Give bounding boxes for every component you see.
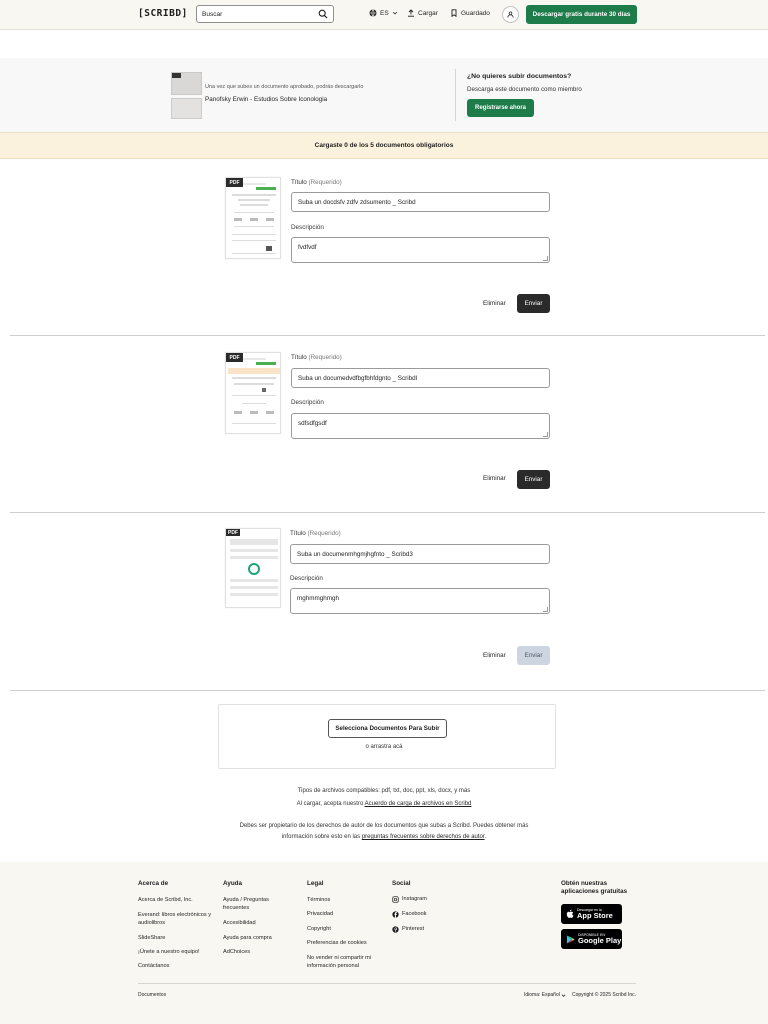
- apple-icon: [566, 909, 574, 919]
- title-input[interactable]: Suba un docdsfv zdfv zdsumento _ Scribd: [291, 192, 550, 212]
- footer-link[interactable]: Términos: [307, 897, 331, 903]
- footer-link[interactable]: No vender ni compartir mi información personal: [307, 955, 372, 969]
- footer-link[interactable]: Contáctanos: [138, 963, 170, 969]
- free-trial-button[interactable]: Descargar gratis durante 30 días: [526, 5, 637, 24]
- title-label-text: Título: [291, 354, 307, 361]
- copyright-text: Copyright © 2025 Scribd Inc.: [572, 992, 636, 998]
- required-note: (Requerido): [308, 179, 342, 186]
- pinterest-label: Pinterest: [402, 926, 425, 932]
- saved-link[interactable]: [450, 9, 490, 17]
- send-button[interactable]: Enviar: [517, 470, 550, 489]
- banner-info-text: Una vez que subes un documento aprobado, podrás descargarlo: [205, 84, 364, 90]
- banner-divider: [455, 69, 456, 121]
- app-store-badge[interactable]: [561, 904, 622, 924]
- google-play-text: [578, 933, 621, 945]
- footer-link[interactable]: Ayuda para compra: [223, 935, 272, 941]
- language-switcher[interactable]: [524, 992, 566, 998]
- resize-handle[interactable]: [543, 432, 548, 437]
- footer-link[interactable]: Ayuda / Preguntas frecuentes: [223, 897, 269, 911]
- app-store-big: App Store: [577, 911, 613, 920]
- chart-ring-graphic: [248, 563, 260, 575]
- send-button[interactable]: Enviar: [517, 294, 550, 313]
- scribd-logo[interactable]: [SCRIBD]: [138, 8, 188, 19]
- select-documents-button[interactable]: Selecciona Documentos Para Subir: [328, 719, 447, 738]
- footer-link[interactable]: Acerca de Scribd, Inc.: [138, 897, 193, 903]
- chevron-down-icon: [392, 10, 398, 16]
- search-box[interactable]: [196, 5, 334, 23]
- section-divider: [10, 335, 765, 336]
- app-store-small: Descargar en la: [577, 908, 602, 912]
- search-input[interactable]: [202, 8, 312, 20]
- footer-link[interactable]: ¡Únete a nuestro equipo!: [138, 949, 200, 955]
- language-selector[interactable]: [369, 9, 398, 17]
- download-banner: [0, 58, 768, 132]
- rights-suffix: .: [484, 834, 487, 840]
- title-field-label: [291, 179, 342, 186]
- document-thumbnail: [225, 528, 281, 608]
- google-play-icon: [566, 935, 575, 944]
- facebook-link[interactable]: [392, 910, 427, 918]
- delete-button[interactable]: Eliminar: [483, 475, 506, 482]
- google-play-badge[interactable]: [561, 929, 622, 949]
- description-field-label: Descripción: [291, 224, 324, 231]
- footer-about-heading: Acerca de: [138, 880, 169, 887]
- globe-icon: [369, 9, 377, 17]
- banner-right-subtext: Descarga este documento como miembro: [467, 86, 582, 93]
- description-value: fvdfvdf: [298, 244, 317, 251]
- facebook-icon: [392, 911, 399, 918]
- title-input[interactable]: Suba un documenmhgmjhgfnto _ Scribd3: [290, 544, 550, 564]
- thumbnail-page-2: [171, 98, 202, 119]
- footer-link[interactable]: SlideShare: [138, 935, 166, 941]
- delete-button[interactable]: Eliminar: [483, 300, 506, 307]
- description-value: sdfsdfgsdf: [298, 420, 327, 427]
- footer-link[interactable]: Copyright: [307, 926, 331, 932]
- footer-link[interactable]: AdChoices: [223, 949, 251, 955]
- upload-label: Cargar: [418, 9, 438, 17]
- user-icon: [507, 11, 514, 18]
- language-label: ES: [380, 9, 389, 17]
- saved-label: Guardado: [461, 9, 490, 17]
- title-input[interactable]: Suba un documedvdfbgfbhfdgnto _ Scribdl: [291, 368, 550, 388]
- pinterest-link[interactable]: [392, 925, 424, 933]
- language-switcher-label: Idioma: Español: [524, 992, 560, 998]
- banner-right-heading: ¿No quieres subir documentos?: [467, 73, 572, 80]
- instagram-icon: [392, 896, 399, 903]
- document-thumbnail: [225, 352, 281, 434]
- footer-link[interactable]: Privacidad: [307, 911, 334, 917]
- upload-agreement-link[interactable]: Acuerdo de carga de archivos en Scribd: [364, 801, 472, 807]
- thumbnail-page-1: [171, 72, 202, 95]
- site-footer: [0, 862, 768, 1024]
- description-field-label: Descripción: [290, 575, 323, 582]
- document-thumbnail: [225, 177, 281, 259]
- agreement-prefix: Al cargar, acepta nuestro: [296, 801, 364, 807]
- agreement-note: [0, 801, 768, 807]
- pdf-badge: PDF: [226, 353, 243, 362]
- instagram-label: Instagram: [402, 896, 427, 902]
- account-button[interactable]: [502, 6, 519, 23]
- send-button-disabled[interactable]: Enviar: [517, 646, 550, 665]
- copyright-faq-link[interactable]: preguntas frecuentes sobre derechos de autor: [361, 834, 485, 840]
- upload-status-bar: Cargaste 0 de los 5 documentos obligatorios: [0, 132, 768, 159]
- footer-link[interactable]: Preferencias de cookies: [307, 940, 367, 946]
- google-play-small: DISPONIBLE EN: [578, 933, 605, 937]
- footer-help-heading: Ayuda: [223, 880, 243, 887]
- description-textarea[interactable]: [291, 237, 550, 263]
- documents-link[interactable]: Documentos: [138, 992, 167, 998]
- title-label-text: Título: [291, 179, 307, 186]
- pdf-badge: PDF: [226, 178, 243, 187]
- upload-icon: [407, 9, 415, 17]
- search-icon[interactable]: [318, 9, 328, 19]
- footer-legal-heading: Legal: [307, 880, 324, 887]
- rights-note-line2: [0, 834, 768, 840]
- description-textarea[interactable]: [291, 413, 550, 439]
- resize-handle[interactable]: [543, 607, 548, 612]
- footer-link[interactable]: Everand: libros electrónicos y audiolibros: [138, 912, 212, 926]
- footer-link[interactable]: Accesibilidad: [223, 920, 256, 926]
- register-button[interactable]: Registrarse ahora: [467, 99, 534, 117]
- upload-link[interactable]: [407, 9, 438, 17]
- drag-drop-hint: o arrastra acá: [365, 744, 403, 750]
- pdf-tag-mini: [172, 73, 181, 78]
- description-value: mghmmghmgh: [297, 595, 339, 602]
- document-preview-thumbnail: [171, 72, 202, 119]
- title-field-label: [290, 530, 341, 537]
- instagram-link[interactable]: [392, 895, 427, 903]
- title-label-text: Título: [290, 530, 306, 537]
- pinterest-icon: [392, 926, 399, 933]
- footer-apps-heading: Obtén nuestras aplicaciones gratuitas: [561, 880, 628, 895]
- rights-note-line1: Debes ser propietario de los derechos de autor de los documentos que subas a Scribd. Puedes obtener más: [239, 823, 529, 829]
- required-note: (Requerido): [307, 530, 341, 537]
- top-navigation-bar: [0, 0, 768, 30]
- footer-separator: [138, 983, 636, 984]
- required-note: (Requerido): [308, 354, 342, 361]
- rights-prefix: información sobre esto en las: [281, 834, 361, 840]
- section-divider: [10, 512, 765, 513]
- facebook-label: Facebook: [402, 911, 427, 917]
- file-types-note: Tipos de archivos compatibles: pdf, txt, doc, ppt, xls, docx, y más: [297, 788, 471, 794]
- banner-document-title[interactable]: Panofsky Erwin - Estudios Sobre Iconologia: [205, 96, 328, 103]
- resize-handle[interactable]: [543, 256, 548, 261]
- delete-button[interactable]: Eliminar: [483, 652, 506, 659]
- pdf-badge: PDF: [228, 529, 238, 536]
- footer-social-heading: Social: [392, 880, 411, 887]
- description-field-label: Descripción: [291, 399, 324, 406]
- app-store-text: [577, 908, 613, 920]
- chevron-down-icon: [561, 993, 566, 998]
- bookmark-icon: [450, 9, 458, 17]
- description-textarea[interactable]: [290, 588, 550, 614]
- google-play-big: Google Play: [578, 936, 622, 945]
- title-field-label: [291, 354, 342, 361]
- section-divider: [10, 690, 765, 691]
